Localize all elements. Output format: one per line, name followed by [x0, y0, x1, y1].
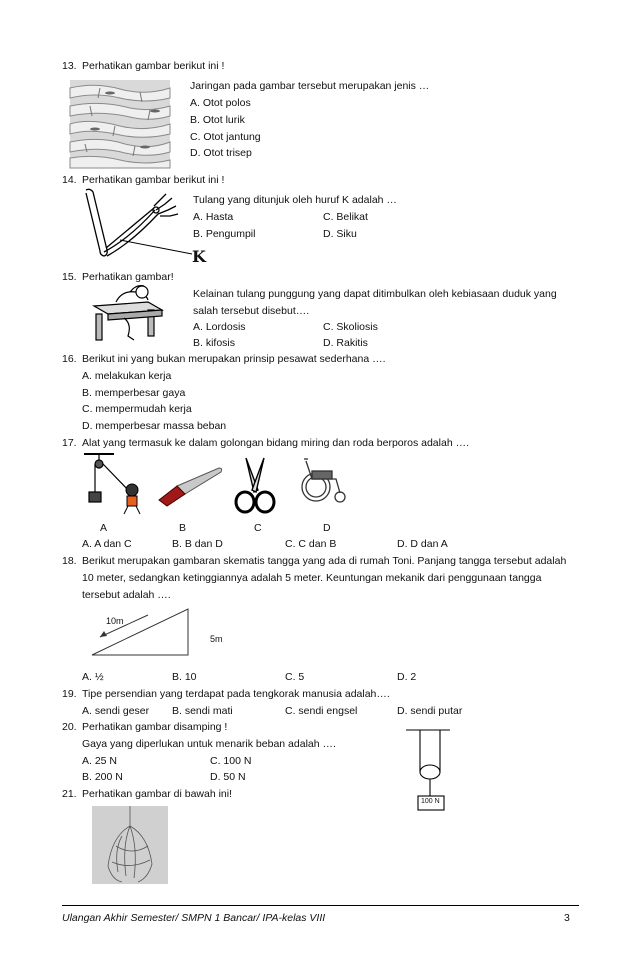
- page-number: 3: [564, 912, 570, 924]
- scissors-image: [232, 456, 278, 516]
- q20-option-c[interactable]: C. 100 N: [210, 755, 252, 767]
- q16-option-d[interactable]: D. memperbesar massa beban: [82, 420, 227, 432]
- q18-option-a[interactable]: A. ½: [82, 671, 104, 683]
- q14-option-d[interactable]: D. Siku: [323, 228, 357, 240]
- knife-image: [155, 466, 225, 506]
- roots-photo: [92, 806, 168, 884]
- q16-option-a[interactable]: A. melakukan kerja: [82, 370, 172, 382]
- q19-option-b[interactable]: B. sendi mati: [172, 705, 233, 717]
- q15-option-b[interactable]: B. kifosis: [193, 337, 236, 349]
- q18-line1: Berikut merupakan gambaran skematis tangga yang ada di rumah Toni. Panjang tangga tersebut adalah: [82, 555, 567, 567]
- arm-bone-image: [80, 188, 190, 260]
- q18-number: 18.: [62, 555, 77, 567]
- q18-line3: tersebut adalah ….: [82, 589, 171, 601]
- q20-option-b[interactable]: B. 200 N: [82, 771, 123, 783]
- q17-label-a: A: [100, 522, 108, 534]
- q14-number: 14.: [62, 174, 77, 186]
- q20-number: 20.: [62, 721, 77, 733]
- q21-number: 21.: [62, 788, 77, 800]
- q16-option-b[interactable]: B. memperbesar gaya: [82, 387, 186, 399]
- q21-prompt: Perhatikan gambar di bawah ini!: [82, 788, 233, 800]
- q13-option-d[interactable]: D. Otot trisep: [190, 147, 252, 159]
- q14-option-b[interactable]: B. Pengumpil: [193, 228, 256, 240]
- q13-number: 13.: [62, 60, 77, 72]
- q19-option-d[interactable]: D. sendi putar: [397, 705, 463, 717]
- q14-prompt: Perhatikan gambar berikut ini !: [82, 174, 225, 186]
- q17-option-d[interactable]: D. D dan A: [397, 538, 448, 550]
- q17-option-a[interactable]: A. A dan C: [82, 538, 132, 550]
- q15-prompt: Perhatikan gambar!: [82, 271, 174, 283]
- q19-number: 19.: [62, 688, 77, 700]
- q13-prompt: Perhatikan gambar berikut ini !: [82, 60, 225, 72]
- q20-question: Gaya yang diperlukan untuk menarik beban adalah ….: [82, 738, 336, 750]
- q15-option-d[interactable]: D. Rakitis: [323, 337, 368, 349]
- q17-option-b[interactable]: B. B dan D: [172, 538, 223, 550]
- q15-question-line1: Kelainan tulang punggung yang dapat ditimbulkan oleh kebiasaan duduk yang: [193, 288, 557, 300]
- q17-label-d: D: [323, 522, 331, 534]
- q15-number: 15.: [62, 271, 77, 283]
- q15-option-c[interactable]: C. Skoliosis: [323, 321, 378, 333]
- bad-posture-image: [88, 284, 172, 344]
- pulley-image: [80, 452, 150, 516]
- q16-question: Berikut ini yang bukan merupakan prinsip pesawat sederhana ….: [82, 353, 386, 365]
- q13-option-a[interactable]: A. Otot polos: [190, 97, 251, 109]
- footer-divider: [62, 905, 579, 906]
- q14-label-k: K: [192, 247, 206, 266]
- q15-question-line2: salah tersebut disebut….: [193, 305, 310, 317]
- q18-option-b[interactable]: B. 10: [172, 671, 197, 683]
- q19-question: Tipe persendian yang terdapat pada tengkorak manusia adalah….: [82, 688, 390, 700]
- q16-option-c[interactable]: C. mempermudah kerja: [82, 403, 192, 415]
- q13-question: Jaringan pada gambar tersebut merupakan jenis …: [190, 80, 430, 92]
- load-weight-label: 100 N: [421, 798, 440, 805]
- footer-text: Ulangan Akhir Semester/ SMPN 1 Bancar/ IPA-kelas VIII: [62, 912, 326, 924]
- q20-prompt: Perhatikan gambar disamping !: [82, 721, 228, 733]
- q17-label-c: C: [254, 522, 262, 534]
- q13-option-b[interactable]: B. Otot lurik: [190, 114, 245, 126]
- wheelchair-image: [298, 457, 350, 505]
- q18-option-d[interactable]: D. 2: [397, 671, 417, 683]
- q15-option-a[interactable]: A. Lordosis: [193, 321, 246, 333]
- q20-option-d[interactable]: D. 50 N: [210, 771, 246, 783]
- q19-option-a[interactable]: A. sendi geser: [82, 705, 150, 717]
- q18-line2: 10 meter, sedangkan ketinggiannya adalah 5 meter. Keuntungan mekanik dari penggunaan tangga: [82, 572, 542, 584]
- q14-question: Tulang yang ditunjuk oleh huruf K adalah …: [193, 194, 397, 206]
- muscle-tissue-image: [70, 80, 170, 168]
- q13-option-c[interactable]: C. Otot jantung: [190, 131, 261, 143]
- q17-question: Alat yang termasuk ke dalam golongan bidang miring dan roda berporos adalah ….: [82, 437, 469, 449]
- ladder-length-label: 10m: [106, 616, 124, 626]
- q16-number: 16.: [62, 353, 77, 365]
- q14-option-c[interactable]: C. Belikat: [323, 211, 368, 223]
- q17-label-b: B: [179, 522, 187, 534]
- q20-option-a[interactable]: A. 25 N: [82, 755, 118, 767]
- ladder-height-label: 5m: [210, 634, 223, 644]
- q14-option-a[interactable]: A. Hasta: [193, 211, 234, 223]
- q17-number: 17.: [62, 437, 77, 449]
- q17-option-c[interactable]: C. C dan B: [285, 538, 337, 550]
- q19-option-c[interactable]: C. sendi engsel: [285, 705, 358, 717]
- q18-option-c[interactable]: C. 5: [285, 671, 305, 683]
